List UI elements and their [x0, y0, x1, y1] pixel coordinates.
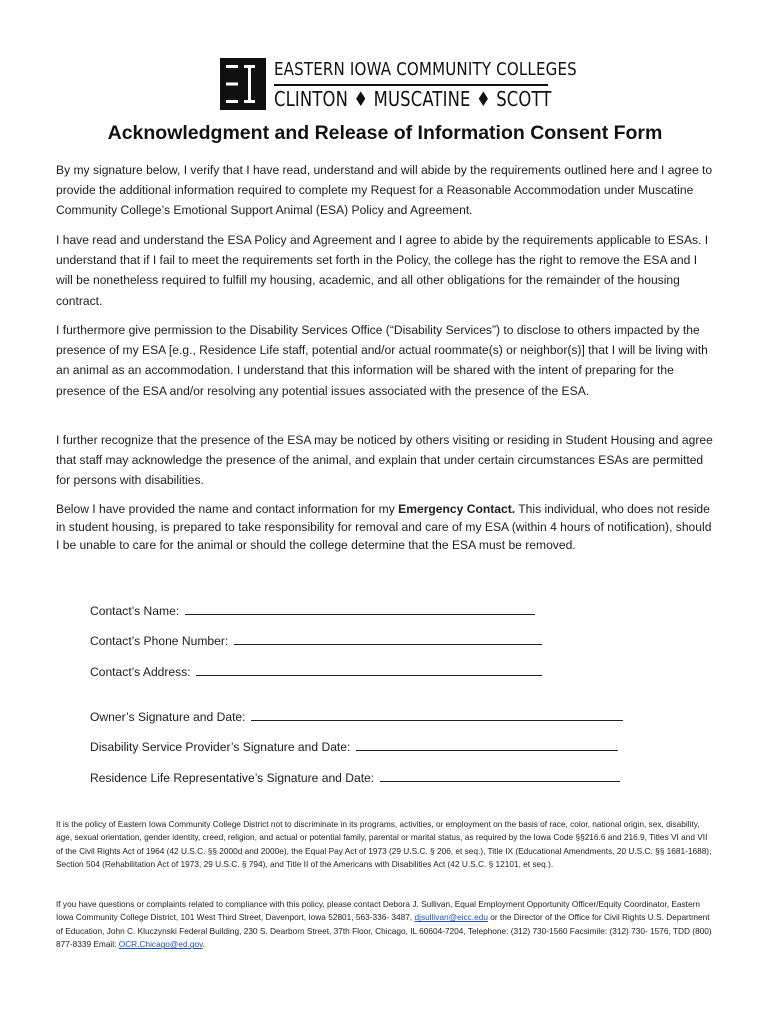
compliance-text-start: If you have questions or complaints related to compliance with this policy, please contact Debora J. Sullivan, Equal Employment Opportunity Officer/Equity Coordinator, Eastern Iowa Community College District, 101 West Third Street, Davenport, Iowa 52801, 563-336- 3487,	[56, 899, 700, 923]
form-title: Acknowledgment and Release of Information Consent Form	[107, 122, 663, 144]
compliance-text-end: .	[202, 939, 205, 950]
emergency-text-before: Below I have provided the name and contact information for my	[56, 502, 399, 516]
provider-signature-label: Disability Service Provider’s Signature and Date:	[90, 740, 351, 754]
contact-name-label: Contact’s Name:	[90, 604, 180, 618]
logo-campuses: CLINTON ♦ MUSCATINE ♦ SCOTT	[274, 87, 552, 111]
contact-address-field[interactable]	[90, 663, 542, 679]
provider-signature-field[interactable]	[90, 738, 618, 754]
emergency-text-after: This individual, who does not reside in student housing, is prepared to take responsibility for removal and care of my ESA (within 4 hours of notification), should I be unable to care for the animal or should the college determine that the ESA must be removed.	[56, 502, 712, 552]
compliance-contact	[56, 898, 716, 952]
contact-phone-field[interactable]	[90, 632, 542, 648]
logo-divider	[274, 84, 548, 86]
paragraph-disclosure-permission: I furthermore give permission to the Disability Services Office (“Disability Services”) to disclose to others impacted by the presence of my ESA [e.g., Residence Life staff, potential and/or actual roommate(s) or neighbor(s)] that I will be living with an animal as an accommodation. I understand that this information will be shared with the intent of preparing for the presence of the ESA and/or resolving any potential issues associated with the presence of the ESA.	[56, 323, 708, 398]
contact-address-label: Contact’s Address:	[90, 665, 191, 679]
residence-signature-label: Residence Life Representative’s Signature and Date:	[90, 771, 375, 785]
residence-signature-field[interactable]	[90, 769, 620, 785]
residence-signature-line[interactable]	[380, 769, 620, 782]
paragraph-verification: By my signature below, I verify that I have read, understand and will abide by the requirements outlined here and I agree to provide the additional information required to complete my Request for a Reasonable Accommodation under Muscatine Community College’s Emotional Support Animal (ESA) Policy and Agreement.	[56, 163, 713, 218]
nondiscrimination-policy: It is the policy of Eastern Iowa Community College District not to discriminate in its programs, activities, or employment on the basis of race, color, national origin, sex, disability, age, sexual orientation, gender identity, creed, religion, and actual or potential family, parental or marital status, as required by the Iowa Code §§216.6 and 216.9, Titles VI and VII of the Civil Rights Act of 1964 (42 U.S.C. §§ 2000d and 2000e), the Equal Pay Act of 1973 (29 U.S.C. § 206, et seq.), Title IX (Educational Amendments, 20 U.S.C. §§ 1681-1688), Section 504 (Rehabilitation Act of 1973, 29 U.S.C. § 794), and Title II of the Americans with Disabilities Act (42 U.S.C. § 12101, et seq.).	[56, 819, 712, 870]
contact-phone-line[interactable]	[234, 632, 542, 645]
emergency-contact-label: Emergency Contact.	[398, 502, 516, 516]
eicc-email-link[interactable]: djsullivan@eicc.edu	[414, 912, 488, 923]
ocr-email-link[interactable]: OCR.Chicago@ed.gov	[118, 939, 203, 950]
logo-college-name: EASTERN IOWA COMMUNITY COLLEGES	[274, 60, 577, 80]
contact-name-line[interactable]	[185, 602, 535, 615]
college-logo	[220, 58, 577, 112]
contact-name-field[interactable]	[90, 602, 535, 618]
eicc-logo-mark	[220, 58, 266, 110]
owner-signature-label: Owner’s Signature and Date:	[90, 710, 246, 724]
owner-signature-line[interactable]	[251, 708, 623, 721]
contact-address-line[interactable]	[196, 663, 542, 676]
contact-phone-label: Contact’s Phone Number:	[90, 634, 229, 648]
paragraph-presence-recognition: I further recognize that the presence of the ESA may be noticed by others visiting or residing in Student Housing and agree that staff may acknowledge the presence of the animal, and explain that under certain circumstances ESAs are permitted for persons with disabilities.	[56, 433, 713, 488]
paragraph-policy-agreement: I have read and understand the ESA Policy and Agreement and I agree to abide by the requirements applicable to ESAs. I understand that if I fail to meet the requirements set forth in the Policy, the college has the right to remove the ESA and I will be nonetheless required to fulfill my housing, academic, and all other obligations for the remainder of the housing contract.	[56, 233, 709, 308]
provider-signature-line[interactable]	[356, 738, 618, 751]
compliance-text-middle: or the Director of the Office for Civil Rights U.S. Department of Education, John C. Kluczynski Federal Building, 230 S. Dearborn Street, 37th Floor, Chicago, IL 60604-7204, Telephone: (312) 730-1560 Facsimile: (312) 730- 1576, TDD (800) 877-8339 Email:	[56, 912, 712, 950]
paragraph-emergency-contact	[56, 500, 716, 554]
owner-signature-field[interactable]	[90, 708, 623, 724]
